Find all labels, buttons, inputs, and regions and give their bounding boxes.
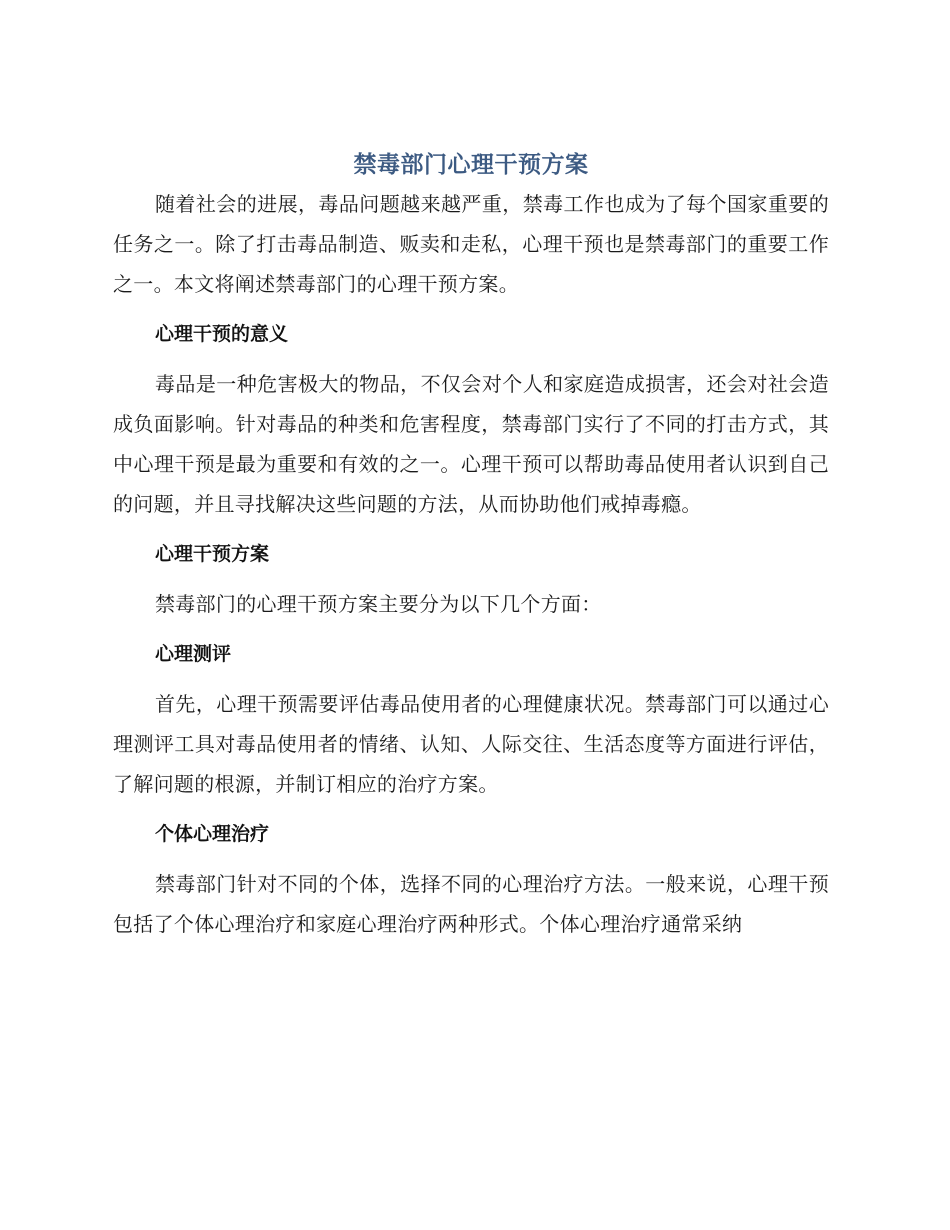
section-paragraph-assessment: 首先，心理干预需要评估毒品使用者的心理健康状况。禁毒部门可以通过心理测评工具对毒品使用者的情绪、认知、人际交往、生活态度等方面进行评估，了解问题的根源，并制订相应的治疗方案。	[113, 692, 829, 796]
spacer	[113, 804, 829, 814]
spacer	[113, 854, 829, 864]
spacer	[113, 354, 829, 364]
spacer	[113, 304, 829, 314]
section-paragraph-significance: 毒品是一种危害极大的物品，不仅会对个人和家庭造成损害，还会对社会造成负面影响。针对毒品的种类和危害程度，禁毒部门实行了不同的打击方式，其中心理干预是最为重要和有效的之一。心理干预可以帮助毒品使用者认识到自己的问题，并且寻找解决这些问题的方法，从而协助他们戒掉毒瘾。	[113, 372, 829, 516]
intro-paragraph: 随着社会的进展，毒品问题越来越严重，禁毒工作也成为了每个国家重要的任务之一。除了打击毒品制造、贩卖和走私，心理干预也是禁毒部门的重要工作之一。本文将阐述禁毒部门的心理干预方案。	[113, 192, 829, 296]
document-title: 禁毒部门心理干预方案	[353, 152, 589, 178]
spacer	[113, 524, 829, 534]
spacer	[113, 674, 829, 684]
section-heading-significance: 心理干预的意义	[155, 323, 289, 345]
section-heading-plan: 心理干预方案	[155, 543, 270, 565]
spacer	[113, 574, 829, 584]
section-heading-assessment: 心理测评	[155, 643, 232, 665]
section-heading-individual-therapy: 个体心理治疗	[155, 823, 270, 845]
section-paragraph-individual-therapy: 禁毒部门针对不同的个体，选择不同的心理治疗方法。一般来说，心理干预包括了个体心理治疗和家庭心理治疗两种形式。个体心理治疗通常采纳	[113, 872, 829, 936]
spacer	[113, 624, 829, 634]
document-content	[113, 146, 829, 944]
section-paragraph-plan: 禁毒部门的心理干预方案主要分为以下几个方面：	[155, 592, 602, 616]
